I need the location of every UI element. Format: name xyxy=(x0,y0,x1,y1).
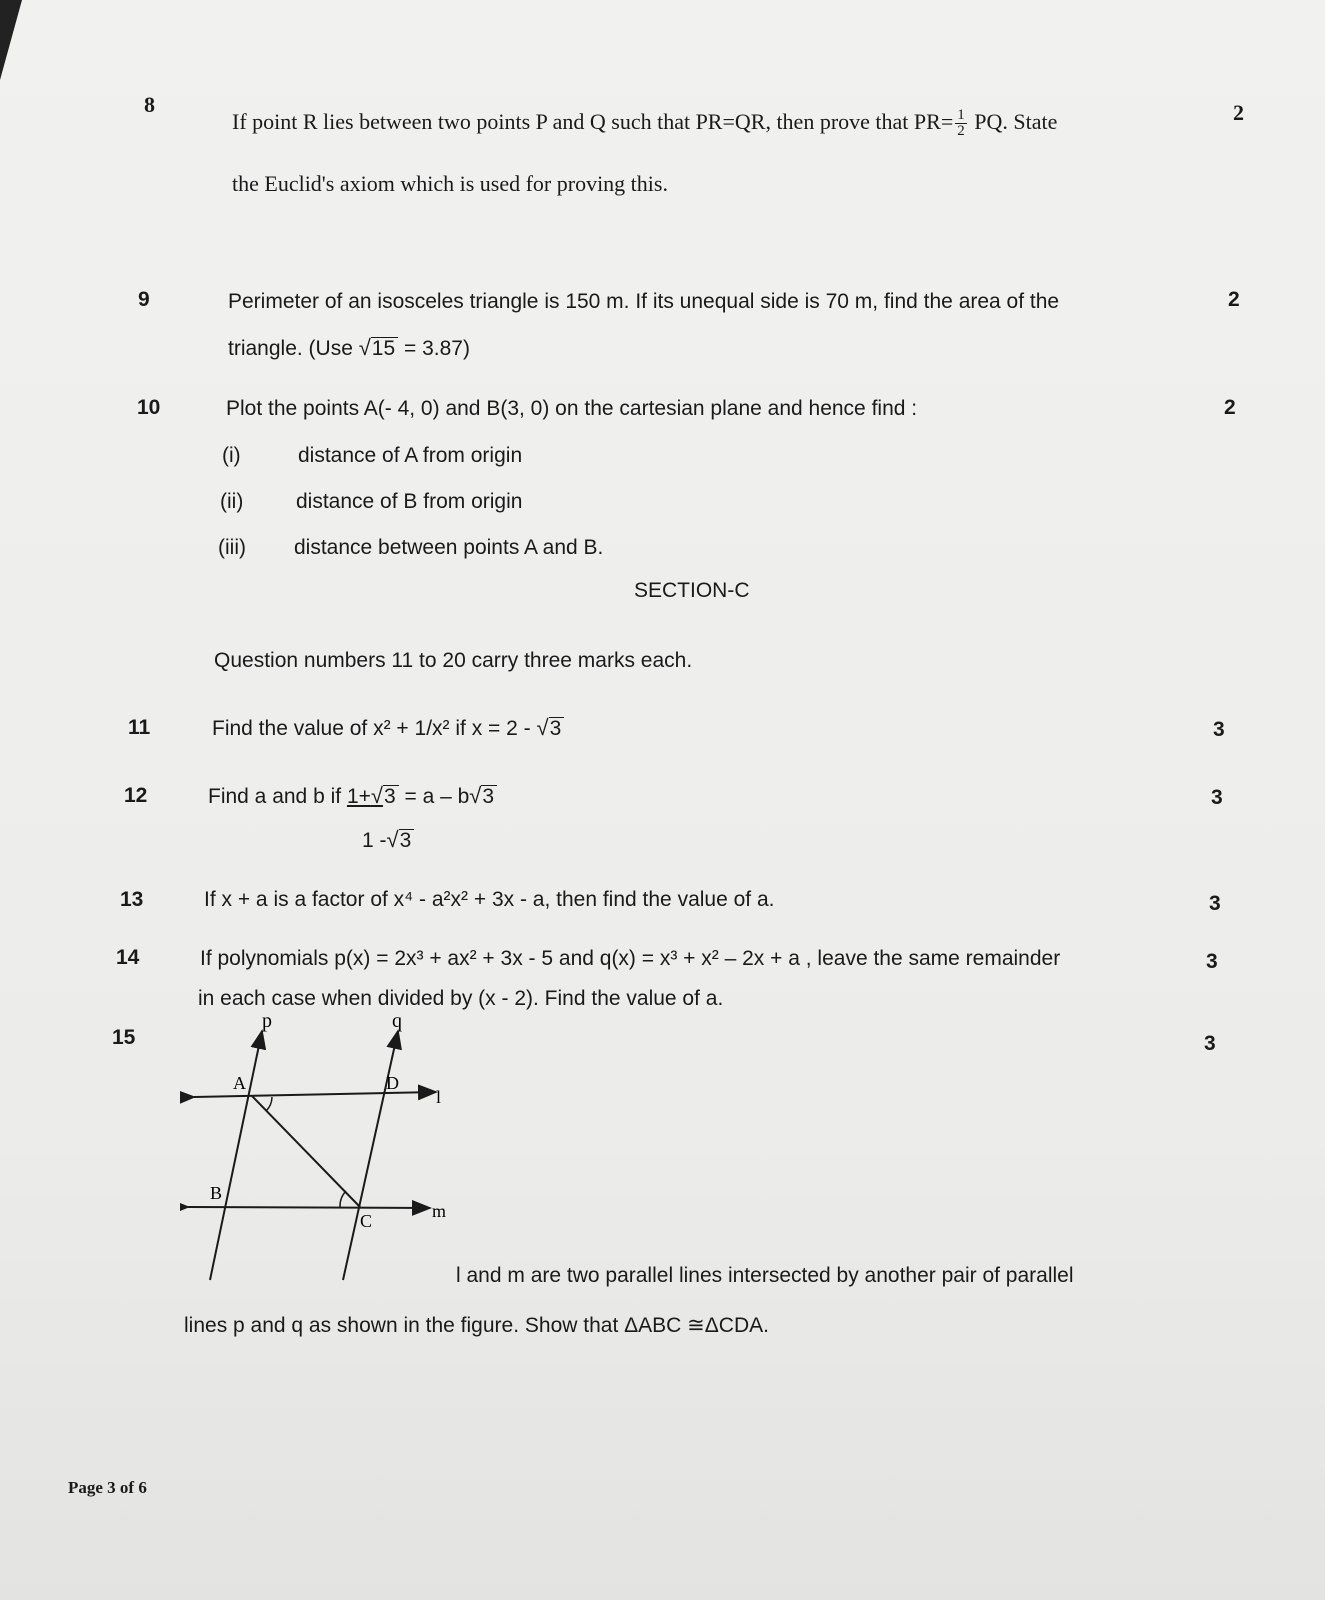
part-label-ii: (ii) xyxy=(220,490,244,513)
numerator-radicand: 3 xyxy=(383,785,399,808)
sqrt-symbol: √ xyxy=(370,783,383,808)
line-q xyxy=(343,1031,398,1280)
page-footer: Page 3 of 6 xyxy=(68,1478,147,1497)
sqrt-symbol: √ xyxy=(469,783,482,808)
question-number-9: 9 xyxy=(138,288,150,311)
denominator-text: 1 - xyxy=(362,829,387,852)
question-12-equals: = a – b xyxy=(398,785,470,808)
question-9-line-2 xyxy=(228,334,470,363)
question-10-text: Plot the points A(- 4, 0) and B(3, 0) on the cartesian plane and hence find : xyxy=(226,397,918,420)
marks-11: 3 xyxy=(1213,718,1225,741)
question-number-11: 11 xyxy=(128,716,151,739)
fraction-numerator xyxy=(347,785,399,808)
question-12-text xyxy=(208,782,497,811)
question-8-text-b: PQ. State xyxy=(968,109,1058,134)
part-text-iii: distance between points A and B. xyxy=(294,536,604,559)
label-p: p xyxy=(262,1010,272,1032)
question-11-text xyxy=(212,714,564,743)
label-m: m xyxy=(432,1201,447,1221)
scan-corner-shadow xyxy=(0,0,22,80)
question-9-line-1: Perimeter of an isosceles triangle is 150 m. If its unequal side is 70 m, find the area of the xyxy=(228,290,1060,313)
denominator-radicand: 3 xyxy=(399,829,415,852)
part-label-iii: (iii) xyxy=(218,536,246,559)
marks-9: 2 xyxy=(1228,288,1240,311)
numerator-text: 1+ xyxy=(346,785,371,808)
label-d: D xyxy=(386,1073,399,1093)
part-label-i: (i) xyxy=(222,444,241,467)
label-c: C xyxy=(360,1211,373,1231)
question-14-line-2: in each case when divided by (x - 2). Find the value of a. xyxy=(198,987,724,1010)
marks-12: 3 xyxy=(1211,786,1223,809)
question-number-13: 13 xyxy=(120,888,144,911)
question-8-line-2: the Euclid's axiom which is used for proving this. xyxy=(232,171,668,196)
diagonal-ac xyxy=(252,1096,360,1207)
sqrt-radicand-15: 15 xyxy=(371,337,398,360)
section-title: SECTION-C xyxy=(634,579,750,602)
question-8-line-1 xyxy=(232,108,1222,139)
question-number-10: 10 xyxy=(137,396,161,419)
part-text-ii: distance of B from origin xyxy=(296,490,523,513)
fraction-denominator xyxy=(362,826,414,855)
rhs-radicand: 3 xyxy=(481,785,497,808)
question-13-text: If x + a is a factor of x⁴ - a²x² + 3x - a, then find the value of a. xyxy=(204,888,775,911)
line-p xyxy=(210,1031,262,1280)
question-number-12: 12 xyxy=(124,784,148,807)
section-instruction: Question numbers 11 to 20 carry three marks each. xyxy=(214,649,693,672)
sqrt-symbol: √ xyxy=(536,715,549,740)
sqrt-symbol: √ xyxy=(358,335,371,360)
angle-mark-c xyxy=(340,1191,346,1207)
marks-10: 2 xyxy=(1224,396,1236,419)
marks-8: 2 xyxy=(1233,100,1244,125)
question-number-14: 14 xyxy=(116,946,140,969)
question-12-text-a: Find a and b if xyxy=(208,785,342,808)
marks-15: 3 xyxy=(1204,1032,1216,1055)
question-14-line-1: If polynomials p(x) = 2x³ + ax² + 3x - 5 and q(x) = x³ + x² – 2x + a , leave the same remainder xyxy=(200,947,1061,970)
marks-13: 3 xyxy=(1209,892,1221,915)
fraction-denominator: 2 xyxy=(957,123,965,140)
question-15-line-1: l and m are two parallel lines intersected by another pair of parallel xyxy=(456,1264,1074,1287)
question-number-15: 15 xyxy=(112,1026,136,1049)
question-9-text-b: = 3.87) xyxy=(398,337,470,360)
fraction-one-half xyxy=(955,108,967,139)
line-l xyxy=(194,1092,436,1097)
part-text-i: distance of A from origin xyxy=(298,444,523,467)
parallel-lines-figure xyxy=(180,1005,480,1295)
angle-mark-a xyxy=(266,1097,272,1111)
sqrt-symbol: √ xyxy=(386,827,399,852)
label-q: q xyxy=(392,1010,402,1032)
fraction-numerator: 1 xyxy=(957,107,965,124)
label-b: B xyxy=(210,1183,223,1203)
question-9-text-a: triangle. (Use xyxy=(228,337,359,360)
sqrt-radicand-3: 3 xyxy=(549,717,565,740)
question-15-line-2: lines p and q as shown in the figure. Show that ΔABC ≅ΔCDA. xyxy=(184,1314,769,1337)
label-l: l xyxy=(436,1087,442,1107)
question-8-text-a: If point R lies between two points P and Q such that PR=QR, then prove that PR= xyxy=(232,109,954,134)
question-11-text-main: Find the value of x² + 1/x² if x = 2 - xyxy=(212,717,531,740)
question-number-8: 8 xyxy=(144,92,155,117)
label-a: A xyxy=(233,1073,246,1093)
marks-14: 3 xyxy=(1206,950,1218,973)
